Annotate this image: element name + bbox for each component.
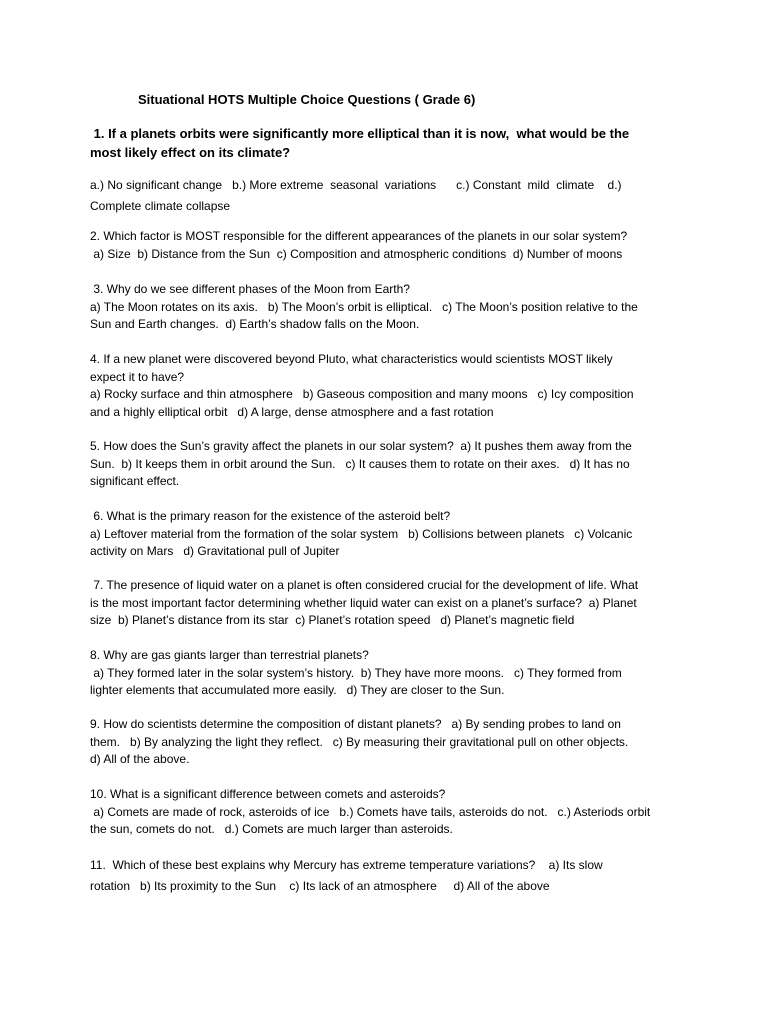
question-5-line-3: significant effect. [90, 474, 180, 488]
question-11-line-2: rotation b) Its proximity to the Sun c) Its lack of an atmosphere d) All of the above [90, 879, 550, 893]
question-1-text-line-2: most likely effect on its climate? [90, 145, 291, 160]
question-6-line-3: activity on Mars d) Gravitational pull of Jupiter [90, 544, 340, 558]
question-1-answers-line-1: a.) No significant change b.) More extreme seasonal variations c.) Constant mild climate d.) [90, 178, 622, 192]
question-4-line-2: expect it to have? [90, 369, 185, 384]
question-8-line-1: 8. Why are gas giants larger than terrestrial planets? [90, 648, 369, 662]
question-5-line-1: 5. How does the Sun’s gravity affect the planets in our solar system? a) It pushes them away from the [90, 439, 632, 453]
question-1-answers-line-2: Complete climate collapse [90, 199, 231, 213]
question-9 [90, 716, 690, 769]
question-4-line-4: and a highly elliptical orbit d) A large, dense atmosphere and a fast rotation [90, 404, 494, 419]
question-9-line-3: d) All of the above. [90, 752, 190, 766]
question-9-line-2: them. b) By analyzing the light they reflect. c) By measuring their gravitational pull on other objects. [90, 734, 629, 749]
question-10-line-1: 10. What is a significant difference between comets and asteroids? [90, 787, 446, 801]
question-4-line-1: 4. If a new planet were discovered beyond Pluto, what characteristics would scientists MOST likely [90, 352, 613, 366]
question-10 [90, 786, 690, 839]
question-8-line-2: a) They formed later in the solar system’s history. b) They have more moons. c) They formed from [90, 665, 622, 680]
question-6 [90, 508, 690, 561]
page-title: Situational HOTS Multiple Choice Questions ( Grade 6) [138, 92, 476, 107]
question-8-line-3: lighter elements that accumulated more easily. d) They are closer to the Sun. [90, 683, 505, 697]
question-7-line-1: 7. The presence of liquid water on a planet is often considered crucial for the development of life. What [90, 578, 639, 592]
question-11 [90, 855, 690, 897]
question-1-answers [90, 175, 690, 217]
question-7 [90, 577, 690, 630]
question-5 [90, 438, 690, 491]
question-1-text-line-1: 1. If a planets orbits were significantly more elliptical than it is now, what would be the [90, 126, 630, 141]
question-10-line-2: a) Comets are made of rock, asteroids of ice b.) Comets have tails, asteroids do not. c.) Asteriods orbit [90, 804, 651, 819]
question-3-line-3: Sun and Earth changes. d) Earth’s shadow falls on the Moon. [90, 317, 420, 331]
question-7-line-2: is the most important factor determining whether liquid water can exist on a planet’s surface? a) Planet [90, 595, 637, 610]
question-6-line-1: 6. What is the primary reason for the existence of the asteroid belt? [90, 509, 451, 523]
question-2 [90, 228, 690, 263]
question-2-line-1: 2. Which factor is MOST responsible for the different appearances of the planets in our solar system? [90, 229, 628, 243]
question-7-line-3: size b) Planet’s distance from its star c) Planet’s rotation speed d) Planet’s magnetic field [90, 613, 575, 627]
question-3 [90, 281, 690, 334]
question-1 [90, 124, 680, 162]
question-8 [90, 647, 690, 700]
question-2-line-2: a) Size b) Distance from the Sun c) Composition and atmospheric conditions d) Number of moons [90, 246, 623, 261]
question-4 [90, 351, 690, 421]
question-4-line-3: a) Rocky surface and thin atmosphere b) Gaseous composition and many moons c) Icy composition [90, 387, 634, 401]
question-6-line-2: a) Leftover material from the formation of the solar system b) Collisions between planets c) Volcanic [90, 526, 633, 541]
question-10-line-3: the sun, comets do not. d.) Comets are much larger than asteroids. [90, 822, 453, 836]
question-9-line-1: 9. How do scientists determine the composition of distant planets? a) By sending probes to land on [90, 717, 621, 731]
question-3-line-2: a) The Moon rotates on its axis. b) The Moon’s orbit is elliptical. c) The Moon’s position relative to the [90, 299, 638, 314]
question-5-line-2: Sun. b) It keeps them in orbit around the Sun. c) It causes them to rotate on their axes. d) It has no [90, 456, 630, 471]
question-3-line-1: 3. Why do we see different phases of the Moon from Earth? [90, 282, 410, 296]
question-11-line-1: 11. Which of these best explains why Mercury has extreme temperature variations? a) Its slow [90, 858, 603, 872]
